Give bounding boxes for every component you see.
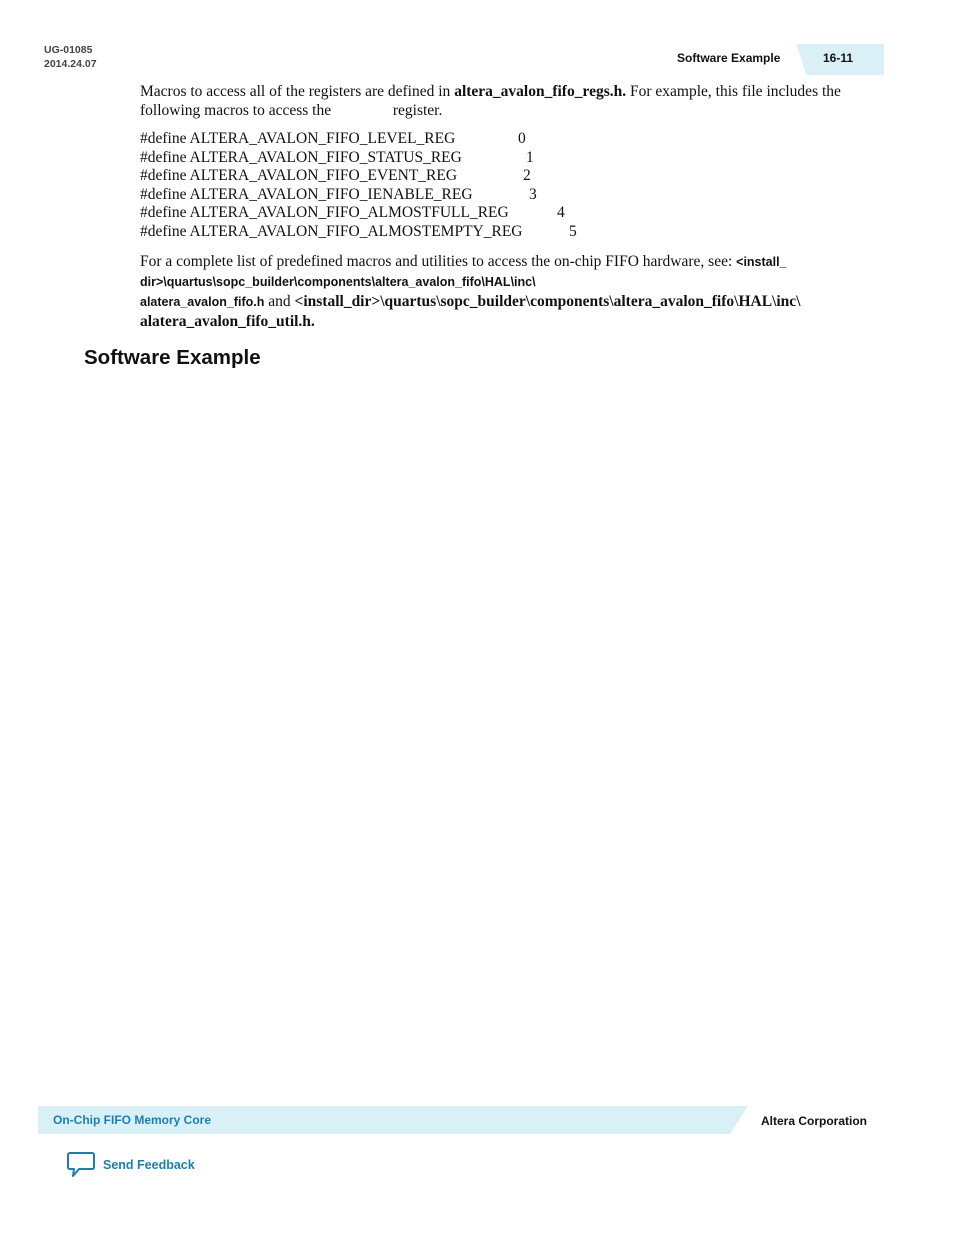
doc-id: UG-01085 <box>44 44 93 56</box>
intro-suffix: For example, this file includes the following macros to access the <box>140 83 841 119</box>
page-number: 16-11 <box>823 51 854 65</box>
reference-prefix: For a complete list of predefined macros and utilities to access the on-chip FIFO hardware, see: <box>140 253 737 270</box>
reference-paragraph <box>140 252 880 331</box>
define-name: #define ALTERA_AVALON_FIFO_LEVEL_REG <box>140 130 456 147</box>
define-name: #define ALTERA_AVALON_FIFO_ALMOSTFULL_REG <box>140 204 509 222</box>
header-section-title: Software Example <box>677 51 781 65</box>
speech-bubble-icon <box>66 1151 96 1179</box>
and-word: and <box>264 293 295 310</box>
define-name: #define ALTERA_AVALON_FIFO_STATUS_REG <box>140 148 462 166</box>
intro-end: register. <box>388 102 443 119</box>
define-name: #define ALTERA_AVALON_FIFO_EVENT_REG <box>140 167 458 185</box>
fifo-util-path: <install_dir>\quartus\sopc_builder\components\altera_avalon_fifo\HAL\inc\ <box>294 293 801 310</box>
fifo-header-path-start: <install_ <box>736 255 787 269</box>
define-value: 4 <box>557 204 565 222</box>
regs-file-name: altera_avalon_fifo_regs.h. <box>454 83 627 100</box>
footer-doc-title: On-Chip FIFO Memory Core <box>53 1113 212 1127</box>
define-name: #define ALTERA_AVALON_FIFO_IENABLE_REG <box>140 185 473 203</box>
define-value: 5 <box>569 222 577 240</box>
define-value: 2 <box>523 167 531 185</box>
fifo-header-path-file: alatera_avalon_fifo.h <box>140 295 265 309</box>
define-value: 0 <box>518 130 526 147</box>
intro-paragraph <box>140 82 880 120</box>
send-feedback-link[interactable] <box>66 1151 195 1179</box>
fifo-header-path-mid: dir>\quartus\sopc_builder\components\altera_avalon_fifo\HAL\inc\ <box>140 275 536 289</box>
footer-company: Altera Corporation <box>761 1114 868 1128</box>
fifo-util-file: alatera_avalon_fifo_util.h. <box>140 313 315 330</box>
doc-date: 2014.24.07 <box>44 58 97 70</box>
define-value: 3 <box>529 185 537 203</box>
define-value: 1 <box>526 148 534 166</box>
doc-id-block <box>44 43 97 71</box>
intro-prefix: Macros to access all of the registers are defined in <box>140 83 455 100</box>
section-heading: Software Example <box>84 346 261 369</box>
send-feedback-label: Send Feedback <box>103 1158 195 1172</box>
define-name: #define ALTERA_AVALON_FIFO_ALMOSTEMPTY_REG <box>140 222 523 240</box>
